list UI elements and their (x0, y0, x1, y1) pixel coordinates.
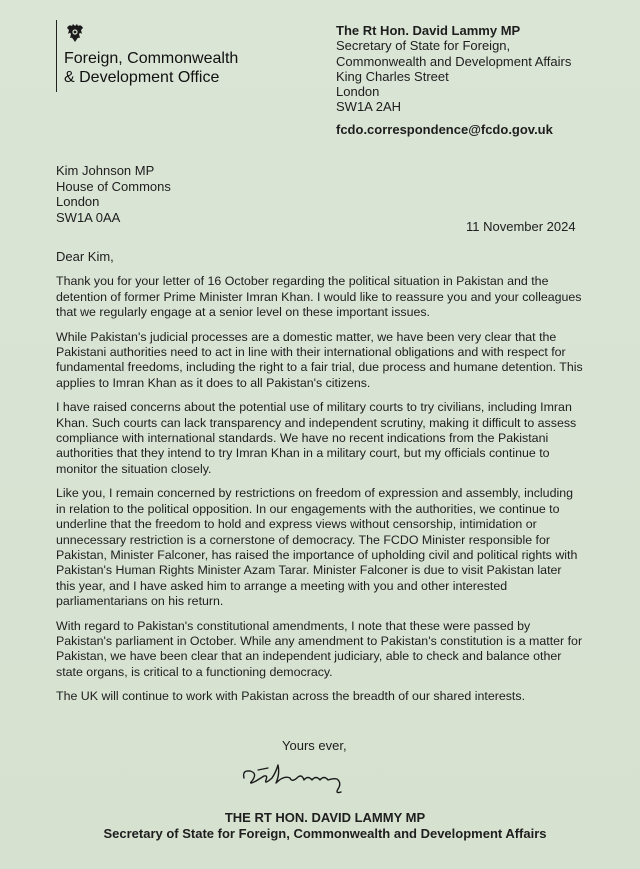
org-name-line-1: Foreign, Commonwealth (64, 50, 239, 67)
closing: Yours ever, (282, 738, 347, 753)
sender-address-line: King Charles Street (336, 68, 449, 84)
sender-address-line: Commonwealth and Development Affairs (336, 53, 572, 69)
salutation: Dear Kim, (56, 249, 114, 264)
signatory-title: Secretary of State for Foreign, Commonwealth and Development Affairs (103, 826, 547, 841)
org-name-line-2: & Development Office (64, 69, 220, 86)
sender-address-block (336, 23, 571, 115)
sender-address-line: SW1A 2AH (336, 99, 402, 115)
recipient-line: London (56, 194, 100, 210)
royal-crest-icon (64, 22, 86, 44)
signatory-name: THE RT HON. DAVID LAMMY MP (224, 810, 426, 825)
handwritten-signature (238, 756, 378, 798)
sender-address-line: London (336, 84, 380, 100)
letter-date: 11 November 2024 (466, 219, 576, 234)
recipient-address-block (56, 163, 171, 225)
body-paragraph: I have raised concerns about the potential use of military courts to try civilians, including Imran Khan. Such courts can lack transparency and independent scrutiny, making it difficult to assess compliance with international standards. We have no recent indications from the Pakistani authorities that they intend to try Imran Khan in a military court, but my officials continue to monitor the situation closely. (56, 400, 577, 476)
body-paragraph: While Pakistan's judicial processes are a domestic matter, we have been very clear that the Pakistani authorities need to act in line with their international obligations and with respect for fundamental freedoms, including the right to a fair trial, due process and humane detention. This applies to Imran Khan as it does to all Pakistan's citizens. (56, 329, 583, 390)
fcdo-logo (56, 20, 238, 92)
letter-body (56, 249, 584, 714)
sender-email: fcdo.correspondence@fcdo.gov.uk (336, 122, 553, 137)
sender-address-line: Secretary of State for Foreign, (336, 38, 511, 54)
recipient-line: House of Commons (56, 178, 171, 194)
body-paragraph: Thank you for your letter of 16 October regarding the political situation in Pakistan and the detention of former Prime Minister Imran Khan. I would like to reassure you and your colleagues that we regularly engage at a senior level on these important issues. (56, 274, 582, 320)
sender-name: The Rt Hon. David Lammy MP (336, 23, 521, 38)
body-paragraph: With regard to Pakistan's constitutional amendments, I note that these were passed by Pakistan's parliament in October. While any amendment to Pakistan's constitution is a matter for Pakistan, we have been clear that an independent judiciary, able to check and balance other state organs, is critical to a functioning democracy. (56, 618, 583, 679)
recipient-line: SW1A 0AA (56, 209, 121, 225)
recipient-line: Kim Johnson MP (56, 163, 155, 178)
body-paragraph: Like you, I remain concerned by restrictions on freedom of expression and assembly, including in relation to the political opposition. In our engagements with the authorities, we continue to underline that the freedom to hold and express views without censorship, intimidation or unnecessary restriction is a cornerstone of democracy. The FCDO Minister responsible for Pakistan, Minister Falconer, has raised the importance of upholding civil and political rights with Pakistan's Human Rights Minister Azam Tarar. Minister Falconer is due to visit Pakistan later this year, and I have asked him to arrange a meeting with you and other interested parliamentarians on his return. (56, 486, 578, 609)
body-paragraph: The UK will continue to work with Pakistan across the breadth of our shared interests. (56, 689, 526, 704)
